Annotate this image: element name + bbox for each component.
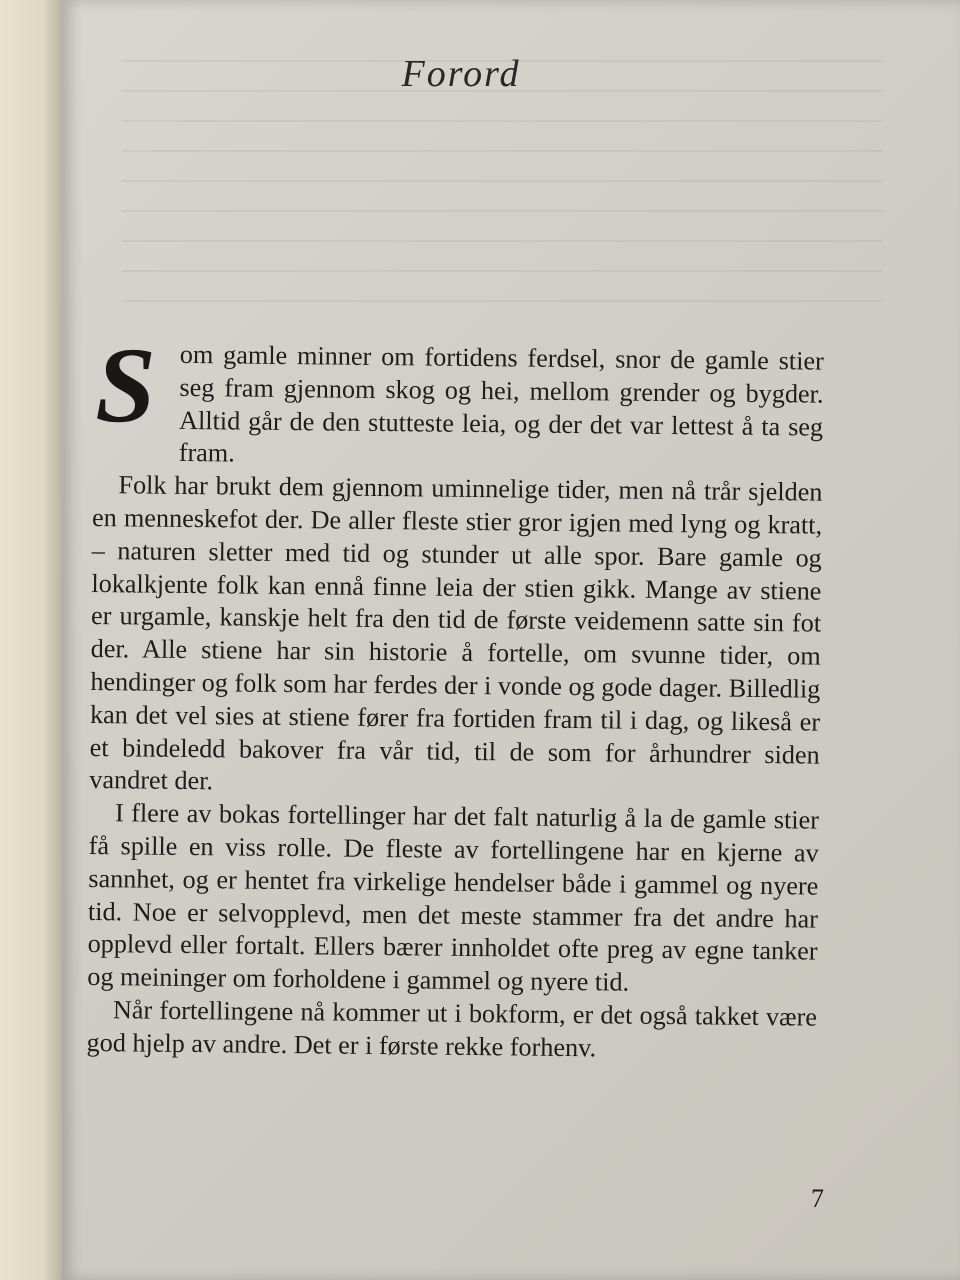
body-text [86, 326, 824, 1067]
paragraph-3: I flere av bokas fortellinger har det falt naturlig å la de gamle stier få spille en viss rolle. De fleste av fortellingene har en kjerne av sannhet, og er hentet fra virkelige hendelser både i gammel og nyere tid. Noe er selvopplevd, men det meste stammer fra det andre har opplevd eller fortalt. Ellers bærer innholdet ofte preg av egne tanker og meininger om forholdene i gammel og nyere tid. [87, 798, 820, 997]
dropcap-container [93, 326, 176, 446]
book-page [62, 0, 960, 1280]
paragraph-1-text: om gamle minner om fortidens ferdsel, snor de gamle stier seg fram gjennom skog og hei, mellom grender og bygder. Alltid går de den stutteste leia, og der det var lettest å ta seg fram. [178, 339, 824, 468]
page-number: 7 [811, 1184, 824, 1213]
page-title: Forord [401, 53, 521, 95]
facing-page-edge [0, 0, 62, 1280]
bleed-through-texture [122, 60, 882, 320]
paragraph-4: Når fortellingene nå kommer ut i bokform, er det også takket være god hjelp av andre. Det er i første rekke forhenv. [86, 995, 818, 1063]
paragraph-2: Folk har brukt dem gjennom uminnelige tider, men nå trår sjelden en menneskefot der. De aller fleste stier gror igjen med lyng og kratt, – naturen sletter med tid og stunder ut alle spor. Bare gamle og lokalkjente folk kan ennå finne leia der stien gikk. Mange av stiene er urgamle, kanskje helt fra den tid de første veidemenn satte sin fot der. Alle stiene har sin historie å fortelle, om svunne tider, om hendinger og folk som har ferdes der i vonde og gode dager. Billedlig kan det vel sies at stiene fører fra fortiden fram til i dag, og likeså er et bindeledd bakover fra vår tid, til de som for århundrer siden vandret der. [89, 470, 823, 796]
dropcap-letter: S [94, 326, 157, 446]
paragraph-1 [93, 326, 824, 477]
